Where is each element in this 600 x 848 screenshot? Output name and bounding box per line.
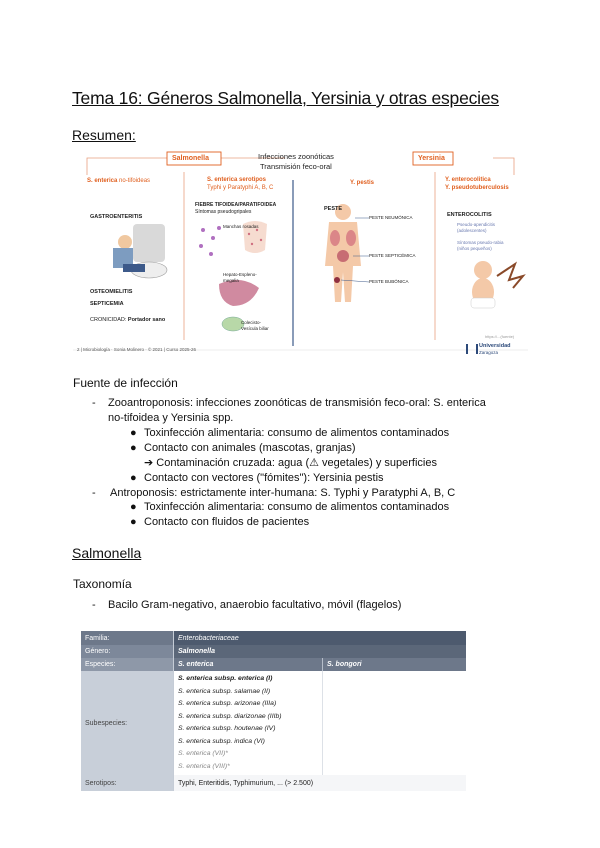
- col2-header-line2: Typhi y Paratyphi A, B, C: [207, 185, 274, 191]
- taxonomia-heading: Taxonomía: [73, 577, 132, 591]
- slide-center-subtitle: Transmisión feco-oral: [260, 162, 332, 171]
- liver-illustration: [219, 280, 259, 306]
- familia-value: Enterobacteriaceae: [174, 631, 467, 645]
- university-logo-icon: [466, 344, 478, 354]
- slide-center-title: Infecciones zoonóticas: [258, 152, 334, 161]
- zoo-bullet-1: Toxinfección alimentaria: consumo de alimentos contaminados: [144, 427, 450, 439]
- subespecies-list: [174, 671, 323, 775]
- footer-logo-line1: Universidad: [479, 343, 511, 349]
- bullet-dot-icon: ●: [130, 516, 137, 528]
- subespecies-key: Subespecies:: [81, 671, 174, 775]
- list-item: S. enterica subsp. diarizonae (IIIb): [178, 712, 282, 720]
- entero-note-1b: (adolescentes): [457, 228, 487, 233]
- body-illustration: [325, 204, 361, 302]
- salmonella-heading: Salmonella: [72, 545, 142, 561]
- empty-cell: [323, 671, 467, 775]
- list-item: S. enterica (VII)*: [178, 750, 228, 757]
- serotipos-key: Serotipos:: [81, 775, 174, 791]
- table-row: [81, 645, 466, 658]
- gastroenteritis-label: GASTROENTERITIS: [90, 214, 143, 220]
- list-item: S. enterica subsp. enterica (I): [178, 675, 273, 682]
- serotipos-value: Typhi, Enteritidis, Typhimurium, ... (> 2.500): [174, 775, 467, 791]
- fiebre-tifoidea-label: FIEBRE TIFOIDEA/PARATIFOIDEA: [195, 202, 277, 208]
- col3-header: Y. pestis: [350, 180, 375, 186]
- table-row: [81, 671, 466, 775]
- list-item: S. enterica (VIII)*: [178, 762, 230, 770]
- list-item: S. enterica subsp. houtenae (IV): [178, 725, 276, 732]
- salmonella-genus-label: Salmonella: [172, 155, 209, 162]
- manchas-label: Manchas rosadas: [223, 224, 259, 229]
- yersinia-genus-label: Yersinia: [418, 155, 445, 162]
- peste-neumonica-label: PESTE NEUMÓNICA: [369, 215, 413, 220]
- dash-3: -: [92, 599, 96, 611]
- fuente-heading: Fuente de infección: [73, 376, 178, 390]
- enterocolitis-label: ENTEROCOLITIS: [447, 212, 492, 218]
- salmonella-bullet: Bacilo Gram-negativo, anaerobio facultativo, móvil (flagelos): [108, 599, 402, 611]
- col4-header-line1: Y. enterocolitica: [445, 177, 491, 183]
- table-row: [81, 658, 466, 671]
- antro-bullet-2: Contacto con fluidos de pacientes: [144, 516, 310, 528]
- taxonomy-table: [81, 631, 466, 791]
- bracket-right: [493, 158, 514, 175]
- hepato-label-2: megalia: [223, 278, 239, 283]
- colecisto-label-1: Colecisto-: [241, 320, 262, 325]
- familia-key: Familia:: [81, 631, 174, 645]
- septicemia-label: SEPTICEMIA: [90, 301, 124, 307]
- fiebre-tifoidea-sub: Síntomas pseudogripales: [195, 209, 252, 215]
- source-url: https://...(fuente): [485, 334, 515, 339]
- bullet-dot-icon: ●: [130, 501, 137, 513]
- zoo-bullet-2-sub: ➔ Contaminación cruzada: agua (⚠ vegetales) y superficies: [144, 457, 437, 469]
- resumen-heading: Resumen:: [72, 127, 136, 143]
- especies-key: Especies:: [81, 658, 174, 671]
- osteomielitis-label: OSTEOMIELITIS: [90, 289, 133, 295]
- antro-line: Antroponosis: estrictamente inter-humana: S. Typhi y Paratyphi A, B, C: [110, 487, 456, 499]
- dash-1: -: [92, 397, 96, 409]
- bullet-dot-icon: ●: [130, 427, 137, 439]
- bacteria-illustration: [199, 226, 221, 256]
- entero-note-1a: Pseudo-apendicitis: [457, 222, 496, 227]
- antro-bullet-1: Toxinfección alimentaria: consumo de alimentos contaminados: [144, 501, 450, 513]
- bracket-left: [87, 158, 167, 175]
- entero-note-2a: Síntomas pseudo-rabia: [457, 240, 504, 245]
- list-item: S. enterica subsp. indica (VI): [178, 737, 265, 745]
- baby-illustration: [471, 261, 523, 308]
- entero-note-2b: (niños pequeños): [457, 246, 492, 251]
- especie-1: S. enterica: [174, 658, 323, 671]
- list-item: S. enterica subsp. salamae (II): [178, 687, 271, 695]
- peste-septicemica-label: PESTE SEPTICÉMICA: [369, 253, 416, 258]
- especie-2: S. bongori: [323, 658, 467, 671]
- peste-bubonica-label: PESTE BUBÓNICA: [369, 279, 409, 284]
- cronicidad-label: CRONICIDAD: Portador sano: [90, 317, 166, 323]
- zoo-bullet-2: Contacto con animales (mascotas, granjas): [144, 442, 356, 454]
- dash-2: -: [92, 487, 96, 499]
- gastroenteritis-illustration: [113, 224, 167, 278]
- col2-header-line1: S. enterica serotipos: [207, 177, 267, 183]
- table-row: [81, 775, 466, 791]
- footer-logo-line2: Zaragoza: [479, 350, 499, 355]
- bullet-dot-icon: ●: [130, 442, 137, 454]
- peste-label: PESTE: [324, 206, 343, 212]
- bullet-dot-icon: ●: [130, 472, 137, 484]
- slide-footer-left: 2 | Microbiología · Sonia Molinero · © 2021 | Curso 2025-26: [77, 347, 196, 352]
- col1-header: S. enterica no-tifoideas: [87, 178, 151, 184]
- colecisto-label-2: Vesícula biliar: [241, 326, 269, 331]
- zoo-line1: Zooantroponosis: infecciones zoonóticas de transmisión feco-oral: S. enterica: [108, 397, 486, 409]
- hepato-label-1: Hepato-Espleno-: [223, 272, 257, 277]
- zoo-line2: no-tifoidea y Yersinia spp.: [108, 412, 234, 424]
- summary-slide-figure: [73, 150, 528, 358]
- genero-value: Salmonella: [174, 645, 467, 658]
- zoo-bullet-3: Contacto con vectores ("fómites"): Yersinia pestis: [144, 472, 384, 484]
- list-item: S. enterica subsp. arizonae (IIIa): [178, 700, 277, 707]
- table-row: [81, 631, 466, 645]
- page-title: Tema 16: Géneros Salmonella, Yersinia y otras especies: [72, 88, 499, 108]
- genero-key: Género:: [81, 645, 174, 658]
- col4-header-line2: Y. pseudotuberculosis: [445, 185, 509, 191]
